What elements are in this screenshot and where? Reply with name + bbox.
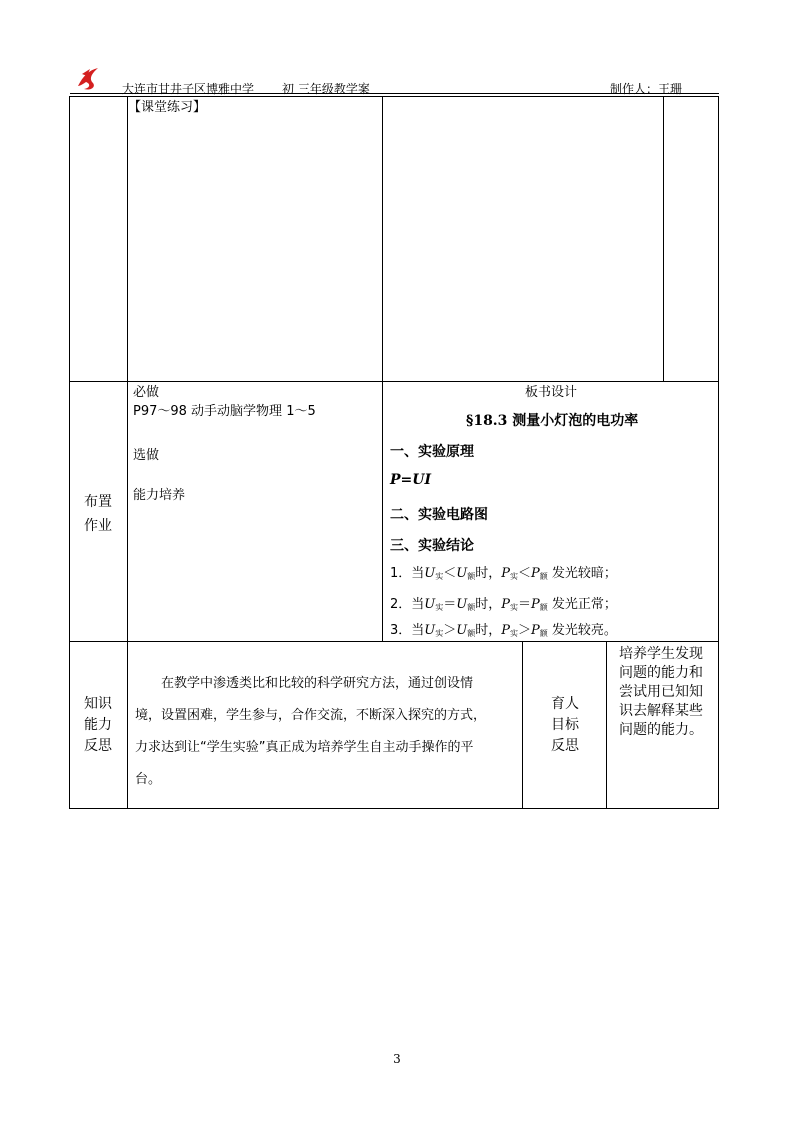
page-number: 3 (393, 1052, 401, 1066)
table-border-right (718, 96, 719, 809)
col-divider (663, 96, 664, 381)
author-label: 制作人：王珊 (610, 82, 683, 96)
conclusion-2: 2．当$U_实=U_额$时，$P_实=P_额$ 发光正常； (390, 597, 617, 612)
school-logo-icon (74, 64, 104, 92)
school-name: 大连市甘井子区博雅中学 (122, 82, 255, 96)
header-rule (70, 93, 719, 94)
goal-text: 培养学生发现 问题的能力和 尝试用已知知 识去解释某些 问题的能力。 (619, 646, 703, 738)
col-divider (382, 96, 383, 641)
homework-label: 布置 作业 (84, 494, 112, 534)
row-divider (69, 808, 719, 809)
homework-required-label: 必做 (133, 385, 160, 400)
conclusion-3: 3．当$U_实>U_额$时，$P_实>P_额$ 发光较亮。 (390, 623, 617, 638)
practice-title: 【课堂练习】 (128, 100, 207, 115)
board-heading: 板书设计 (524, 385, 577, 400)
board-formula: P=UI (390, 472, 432, 488)
col-divider (127, 96, 128, 809)
grade-label: 初 三年级教学案 (282, 82, 370, 96)
row-divider (69, 381, 719, 382)
homework-optional-text: 能力培养 (133, 488, 186, 503)
board-title: §18.3 测量小灯泡的电功率 (466, 413, 639, 429)
reflection-text: 在教学中渗透类比和比较的科学研究方法，通过创设情 境，设置困难，学生参与，合作交流，不断深入探究的方式， 力求达到让“学生实验”真正成为培养学生自主动手操作的平 台。 (135, 676, 487, 787)
reflection-label: 知识 能力 反思 (84, 696, 112, 754)
board-section-principle: 一、实验原理 (390, 444, 474, 460)
homework-required-text: P97～98 动手动脑学物理 1～5 (133, 404, 316, 419)
goal-label: 育人 目标 反思 (551, 696, 579, 754)
board-section-conclusion: 三、实验结论 (390, 538, 474, 554)
conclusion-1: 1．当$U_实<U_额$时，$P_实<P_额$ 发光较暗； (390, 566, 617, 581)
homework-optional-label: 选做 (133, 448, 160, 463)
board-section-circuit: 二、实验电路图 (390, 507, 488, 523)
